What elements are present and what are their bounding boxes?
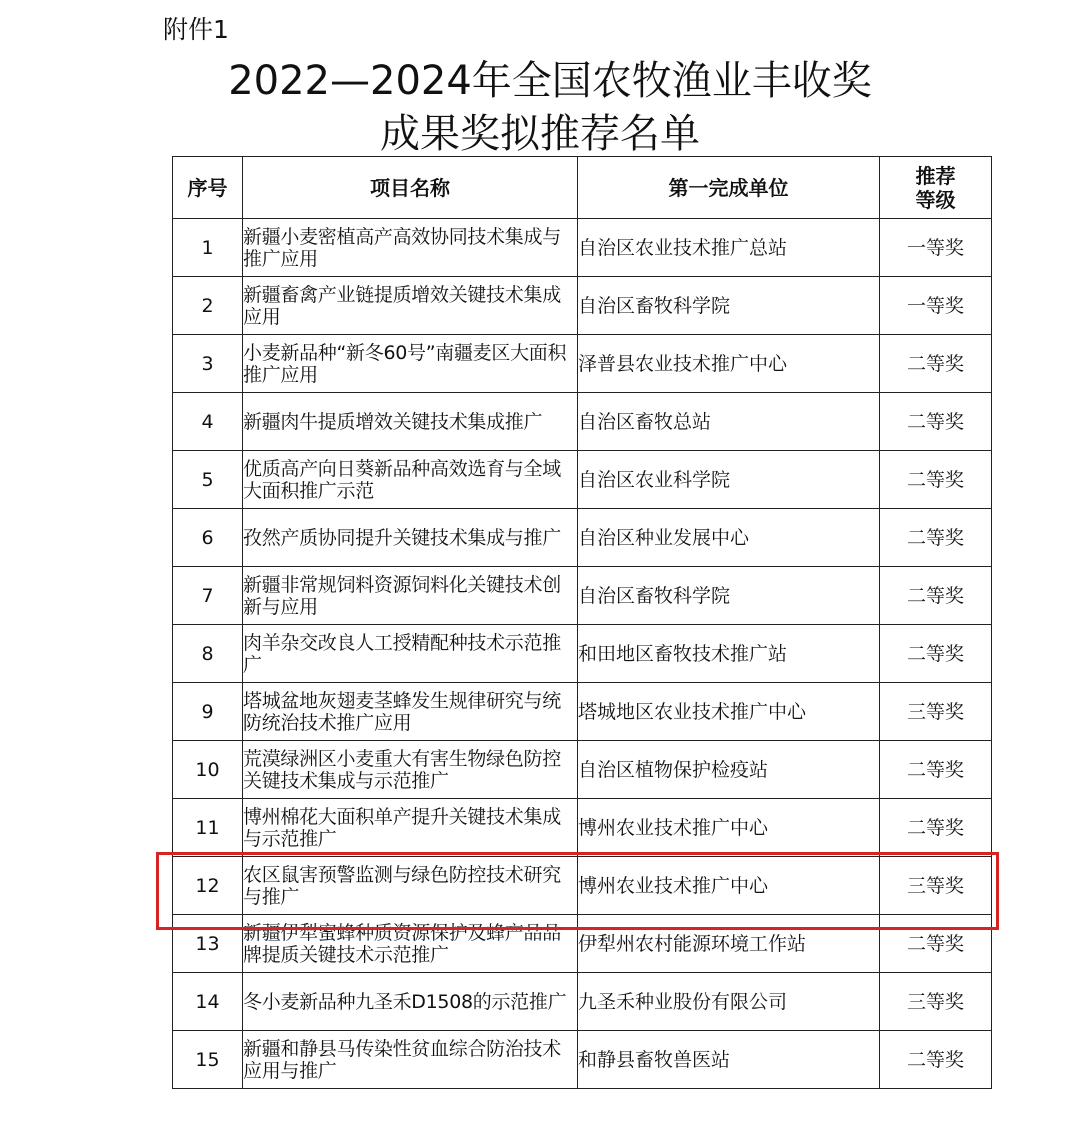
award-grade: 二等奖 [880,451,992,509]
row-number: 11 [173,799,243,857]
table-row [173,509,992,567]
first-unit: 自治区畜牧科学院 [578,277,880,335]
table-row [173,335,992,393]
row-number: 2 [173,277,243,335]
project-name: 新疆伊犁蜜蜂种质资源保护及蜂产品品牌提质关键技术示范推广 [243,915,578,973]
table-row [173,451,992,509]
project-name: 新疆小麦密植高产高效协同技术集成与推广应用 [243,219,578,277]
award-grade: 三等奖 [880,973,992,1031]
attachment-label: 附件1 [163,15,229,44]
table-row [173,857,992,915]
document-title-line-2: 成果奖拟推荐名单 [380,111,700,157]
first-unit: 自治区农业科学院 [578,451,880,509]
award-grade: 二等奖 [880,1031,992,1089]
row-number: 1 [173,219,243,277]
table-row [173,973,992,1031]
row-number: 8 [173,625,243,683]
recommendation-table [172,156,992,1089]
award-grade: 二等奖 [880,567,992,625]
award-grade: 二等奖 [880,625,992,683]
project-name: 博州棉花大面积单产提升关键技术集成与示范推广 [243,799,578,857]
table-row [173,741,992,799]
row-number: 12 [173,857,243,915]
row-number: 4 [173,393,243,451]
project-name: 肉羊杂交改良人工授精配种技术示范推广 [243,625,578,683]
first-unit: 博州农业技术推广中心 [578,799,880,857]
award-grade: 二等奖 [880,335,992,393]
table-row [173,1031,992,1089]
first-unit: 和田地区畜牧技术推广站 [578,625,880,683]
row-number: 5 [173,451,243,509]
award-grade: 一等奖 [880,219,992,277]
row-number: 15 [173,1031,243,1089]
table-row [173,799,992,857]
table-row [173,393,992,451]
project-name: 孜然产质协同提升关键技术集成与推广 [243,509,578,567]
first-unit: 自治区农业技术推广总站 [578,219,880,277]
project-name: 塔城盆地灰翅麦茎蜂发生规律研究与统防统治技术推广应用 [243,683,578,741]
row-number: 3 [173,335,243,393]
first-unit: 自治区畜牧总站 [578,393,880,451]
first-unit: 和静县畜牧兽医站 [578,1031,880,1089]
award-grade: 三等奖 [880,683,992,741]
row-number: 9 [173,683,243,741]
table-row [173,567,992,625]
project-name: 新疆肉牛提质增效关键技术集成推广 [243,393,578,451]
column-header-unit: 第一完成单位 [578,157,880,219]
document-title-line-1: 2022—2024年全国农牧渔业丰收奖 [228,58,872,104]
project-name: 小麦新品种“新冬60号”南疆麦区大面积推广应用 [243,335,578,393]
award-grade: 二等奖 [880,509,992,567]
award-grade: 二等奖 [880,741,992,799]
project-name: 农区鼠害预警监测与绿色防控技术研究与推广 [243,857,578,915]
first-unit: 自治区植物保护检疫站 [578,741,880,799]
first-unit: 博州农业技术推广中心 [578,857,880,915]
first-unit: 九圣禾种业股份有限公司 [578,973,880,1031]
row-number: 14 [173,973,243,1031]
project-name: 优质高产向日葵新品种高效选育与全域大面积推广示范 [243,451,578,509]
table-header-row [173,157,992,219]
column-header-no: 序号 [173,157,243,219]
table-row [173,625,992,683]
first-unit: 自治区畜牧科学院 [578,567,880,625]
column-header-name: 项目名称 [243,157,578,219]
column-header-grade-line-1: 推荐 [915,163,956,188]
row-number: 10 [173,741,243,799]
project-name: 新疆和静县马传染性贫血综合防治技术应用与推广 [243,1031,578,1089]
first-unit: 伊犁州农村能源环境工作站 [578,915,880,973]
row-number: 7 [173,567,243,625]
project-name: 荒漠绿洲区小麦重大有害生物绿色防控关键技术集成与示范推广 [243,741,578,799]
table-row [173,915,992,973]
table-row [173,683,992,741]
award-grade: 一等奖 [880,277,992,335]
row-number: 6 [173,509,243,567]
row-number: 13 [173,915,243,973]
award-grade: 二等奖 [880,799,992,857]
first-unit: 自治区种业发展中心 [578,509,880,567]
project-name: 新疆非常规饲料资源饲料化关键技术创新与应用 [243,567,578,625]
first-unit: 塔城地区农业技术推广中心 [578,683,880,741]
column-header-grade [880,157,992,219]
first-unit: 泽普县农业技术推广中心 [578,335,880,393]
column-header-grade-line-2: 等级 [915,187,956,212]
award-grade: 二等奖 [880,393,992,451]
project-name: 新疆畜禽产业链提质增效关键技术集成应用 [243,277,578,335]
award-grade: 二等奖 [880,915,992,973]
project-name: 冬小麦新品种九圣禾D1508的示范推广 [243,973,578,1031]
table-row [173,219,992,277]
table-row [173,277,992,335]
award-grade: 三等奖 [880,857,992,915]
